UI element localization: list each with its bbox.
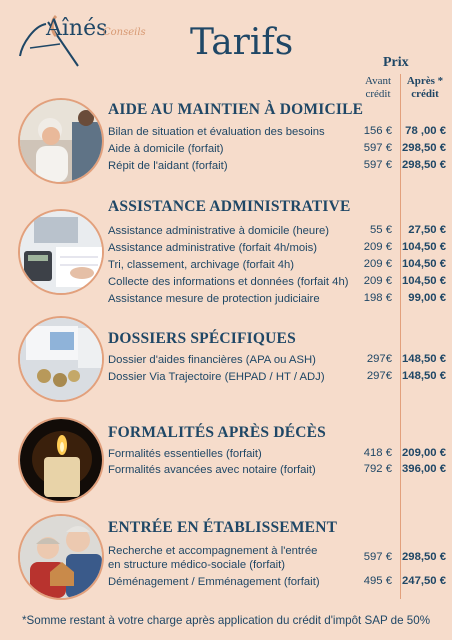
price-before: 297€ xyxy=(366,353,392,365)
page-title: Tarifs xyxy=(190,22,294,63)
price-row-label: Assistance administrative (forfait 4h/mois) xyxy=(108,242,318,254)
footer-note: *Somme restant à votre charge après application du crédit d'impôt SAP de 50% xyxy=(22,614,431,627)
candle-photo xyxy=(20,419,102,501)
elderly-woman-with-caregiver-photo xyxy=(20,100,102,182)
price-header: Prix xyxy=(383,55,409,70)
price-after: 104,50 € xyxy=(402,241,446,253)
price-after: 104,50 € xyxy=(402,258,446,270)
price-after: 298,50 € xyxy=(402,159,446,171)
price-before: 495 € xyxy=(363,575,392,587)
price-row-label: Dossier Via Trajectoire (EHPAD / HT / ADJ) xyxy=(108,371,325,383)
logo-subtitle: Conseils xyxy=(103,27,146,38)
price-after: 104,50 € xyxy=(402,275,446,287)
price-before: 597 € xyxy=(363,551,392,563)
section-title: ASSISTANCE ADMINISTRATIVE xyxy=(108,198,351,215)
section-title: FORMALITÉS APRÈS DÉCÈS xyxy=(108,424,327,441)
price-after: 148,50 € xyxy=(402,370,446,382)
price-after: 209,00 € xyxy=(402,447,446,459)
column-header-before xyxy=(358,75,398,101)
price-row-label: Tri, classement, archivage (forfait 4h) xyxy=(108,259,295,271)
price-after: 78 ,00 € xyxy=(405,125,446,137)
column-header-after xyxy=(402,75,448,101)
price-row-label: Collecte des informations et données (forfait 4h) xyxy=(108,276,349,288)
section-photo xyxy=(18,316,104,402)
section-title: ENTRÉE EN ÉTABLISSEMENT xyxy=(108,519,338,536)
price-after: 298,50 € xyxy=(402,551,446,563)
column-header-before-line2: crédit xyxy=(365,88,391,100)
price-after: 99,00 € xyxy=(408,292,446,304)
price-row-label-continued: en structure médico-sociale (forfait) xyxy=(108,559,286,571)
section-photo xyxy=(18,98,104,184)
section-title: AIDE AU MAINTIEN À DOMICILE xyxy=(108,101,364,118)
price-row-label: Recherche et accompagnement à l'entrée xyxy=(108,545,318,557)
price-before: 297€ xyxy=(366,370,392,382)
coins-and-documents-photo xyxy=(20,318,102,400)
section-photo xyxy=(18,514,104,600)
price-after: 148,50 € xyxy=(402,353,446,365)
price-row-label: Assistance mesure de protection judiciaire xyxy=(108,293,320,305)
price-before: 198 € xyxy=(363,292,392,304)
calculator-paperwork-photo xyxy=(20,211,102,293)
price-before: 597 € xyxy=(363,159,392,171)
elderly-couple-with-house-photo xyxy=(20,516,102,598)
price-before: 792 € xyxy=(363,463,392,475)
price-before: 209 € xyxy=(363,241,392,253)
price-before: 55 € xyxy=(370,224,392,236)
price-row-label: Formalités avancées avec notaire (forfait) xyxy=(108,464,316,476)
price-row-label: Dossier d'aides financières (APA ou ASH) xyxy=(108,354,316,366)
section-title: DOSSIERS SPÉCIFIQUES xyxy=(108,330,296,347)
section-photo xyxy=(18,417,104,503)
price-before: 209 € xyxy=(363,258,392,270)
price-row-label: Répit de l'aidant (forfait) xyxy=(108,160,228,172)
price-row-label: Assistance administrative à domicile (heure) xyxy=(108,225,330,237)
column-header-after-line1: Après * xyxy=(406,75,444,87)
price-row-label: Déménagement / Emménagement (forfait) xyxy=(108,576,320,588)
price-before: 156 € xyxy=(363,125,392,137)
price-before: 597 € xyxy=(363,142,392,154)
price-row-label: Aide à domicile (forfait) xyxy=(108,143,224,155)
section-photo xyxy=(18,209,104,295)
logo-word: Aînés xyxy=(46,16,108,41)
column-divider xyxy=(400,74,401,599)
price-after: 396,00 € xyxy=(402,463,446,475)
price-after: 27,50 € xyxy=(408,224,446,236)
price-row-label: Formalités essentielles (forfait) xyxy=(108,448,262,460)
column-header-before-line1: Avant xyxy=(364,75,392,87)
price-after: 298,50 € xyxy=(402,142,446,154)
price-row-label: Bilan de situation et évaluation des besoins xyxy=(108,126,325,138)
column-header-after-line2: crédit xyxy=(411,88,439,100)
price-before: 209 € xyxy=(363,275,392,287)
price-before: 418 € xyxy=(363,447,392,459)
price-after: 247,50 € xyxy=(402,575,446,587)
